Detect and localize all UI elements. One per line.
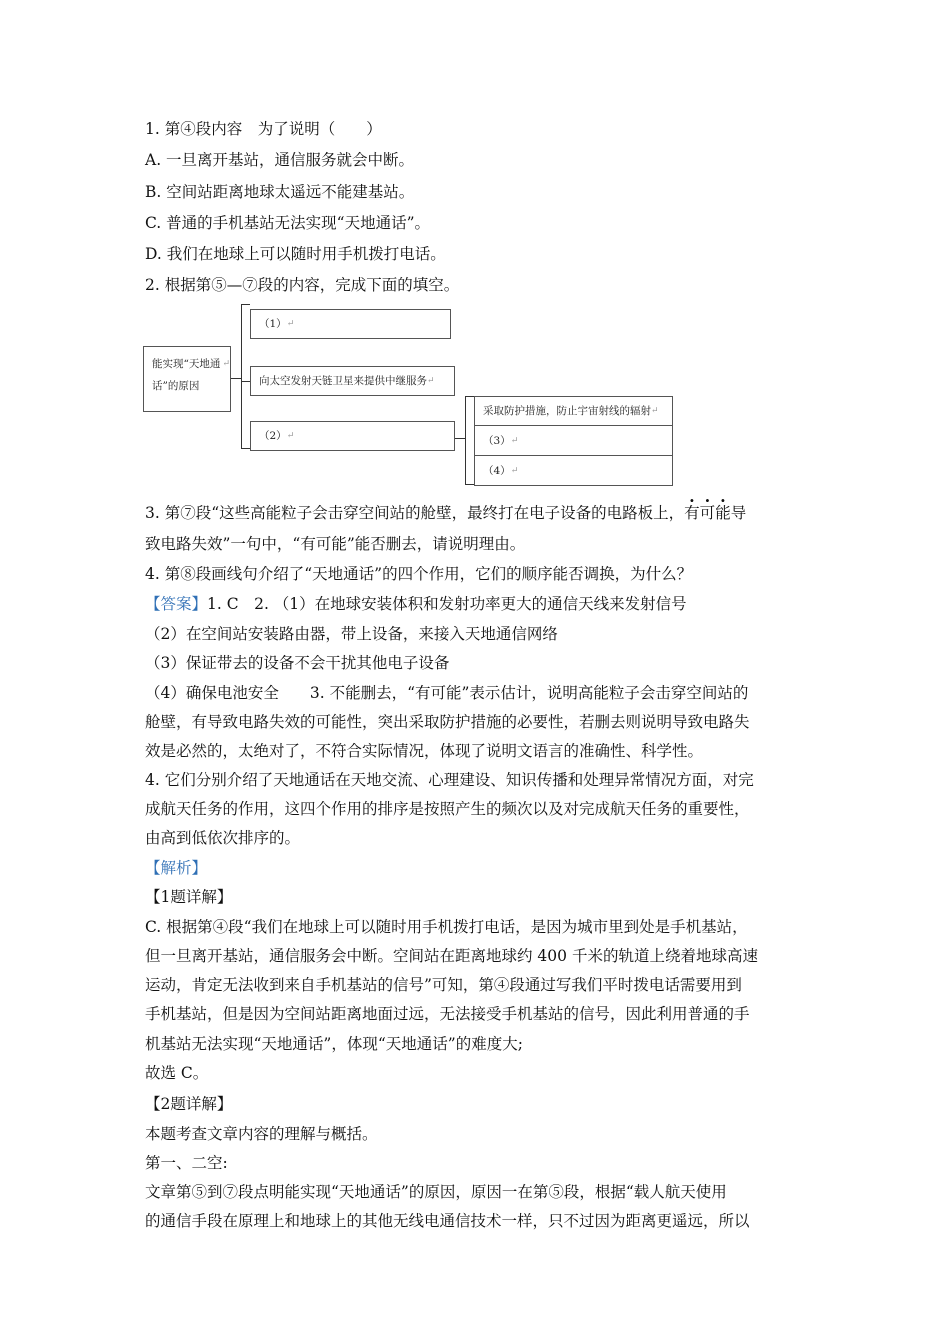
analysis-tag: 【解析】	[145, 859, 208, 877]
analysis-heading-2: 【2题详解】	[145, 1095, 233, 1113]
q2-stem: 2. 根据第⑤—⑦段的内容，完成下面的填空。	[145, 276, 460, 294]
answer-tag: 【答案】	[145, 595, 208, 613]
q3-line-1: 3. 第⑦段“这些高能粒子会击穿空间站的舱壁，最终打在电子设备的电路板上，有可能导	[145, 504, 747, 522]
connector	[241, 381, 250, 382]
answer-line-5: 舱壁，有导致电路失效的可能性，突出采取防护措施的必要性，若删去则说明导致电路失	[145, 713, 750, 731]
connector	[241, 304, 242, 448]
connector	[231, 378, 241, 379]
answer-line-3: （3）保证带去的设备不会干扰其他电子设备	[145, 654, 450, 672]
analysis-p1-line-5: 机基站无法实现“天地通话”，体现“天地通话”的难度大;	[145, 1035, 523, 1053]
answer-line-6: 效是必然的，太绝对了，不符合实际情况，体现了说明文语言的准确性、科学性。	[145, 742, 704, 760]
answer-line-8: 成航天任务的作用，这四个作用的排序是按照产生的频次以及对完成航天任务的重要性，	[145, 800, 750, 818]
analysis-p2-line-3: 文章第⑤到⑦段点明能实现“天地通话”的原因，原因一在第⑤段，根据“载人航天使用	[145, 1183, 727, 1201]
answer-line-4: （4）确保电池安全 3. 不能删去，“有可能”表示估计，说明高能粒子会击穿空间站的	[145, 684, 749, 702]
diagram-root-box: 能实现“天地通话”的原因 ↵	[143, 346, 231, 412]
connector	[241, 448, 250, 449]
analysis-p1-line-1: C. 根据第④段“我们在地球上可以随时用手机拨打电话，是因为城市里到处是手机基站，	[145, 918, 748, 936]
diagram-blank-4: （4） ↵	[474, 455, 673, 486]
analysis-p2-line-2: 第一、二空:	[145, 1154, 228, 1172]
analysis-p1-line-2: 但一旦离开基站，通信服务会中断。空间站在距离地球约 400 千米的轨道上绕着地球高速	[145, 947, 758, 965]
analysis-p1-line-3: 运动，肯定无法收到来自手机基站的信号”可知，第④段通过写我们平时拨电话需要用到	[145, 976, 742, 994]
diagram-middle-box: 向太空发射天链卫星来提供中继服务 ↵	[250, 366, 455, 396]
analysis-p2-line-4: 的通信手段在原理上和地球上的其他无线电通信技术一样，只不过因为距离更遥远，所以	[145, 1212, 750, 1230]
q1-option-b: B. 空间站距离地球太遥远不能建基站。	[145, 183, 415, 201]
q4-stem: 4. 第⑧段画线句介绍了“天地通话”的四个作用，它们的顺序能否调换，为什么？	[145, 565, 693, 583]
q1-option-c: C. 普通的手机基站无法实现“天地通话”。	[145, 214, 431, 232]
analysis-p1-line-6: 故选 C。	[145, 1064, 209, 1082]
diagram-root-text: 能实现“天地通话”的原因	[152, 358, 221, 392]
connector	[455, 438, 465, 439]
diagram-blank-1: （1） ↵	[250, 309, 451, 339]
connector	[241, 304, 250, 305]
answer-line-9: 由高到低依次排序的。	[145, 829, 301, 847]
diagram-sub-box: 采取防护措施，防止宇宙射线的辐射 ↵	[474, 396, 673, 426]
connector	[465, 396, 466, 484]
diagram-blank-3: （3） ↵	[474, 425, 673, 456]
q1-stem: 1. 第④段内容 为了说明（ ）	[145, 120, 382, 138]
analysis-heading-1: 【1题详解】	[145, 888, 233, 906]
analysis-p2-line-1: 本题考查文章内容的理解与概括。	[145, 1125, 378, 1143]
analysis-p1-line-4: 手机基站，但是因为空间站距离地面过远，无法接受手机基站的信号，因此利用普通的手	[145, 1005, 750, 1023]
answer-line-2: （2）在空间站安装路由器，带上设备，来接入天地通信网络	[145, 625, 558, 643]
diagram-blank-2: （2） ↵	[250, 421, 455, 451]
connector	[465, 484, 474, 485]
q3-line-2: 致电路失效”一句中，“有可能”能否删去，请说明理由。	[145, 535, 526, 553]
answer-line-1: 【答案】1. C 2. （1）在地球安装体积和发射功率更大的通信天线来发射信号	[145, 595, 687, 613]
q1-option-a: A. 一旦离开基站，通信服务就会中断。	[145, 151, 415, 169]
q1-option-d: D. 我们在地球上可以随时用手机拨打电话。	[145, 245, 446, 263]
connector	[465, 396, 474, 397]
answer-line-7: 4. 它们分别介绍了天地通话在天地交流、心理建设、知识传播和处理异常情况方面，对完	[145, 771, 754, 789]
